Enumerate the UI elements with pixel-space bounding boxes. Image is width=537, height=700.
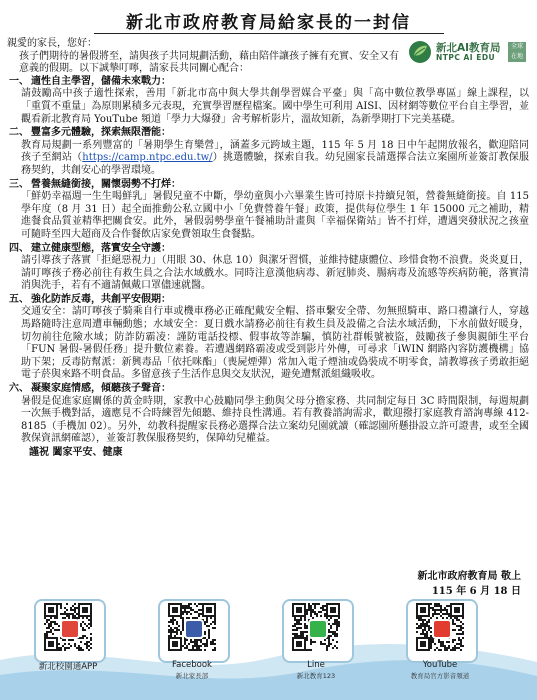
qr-sublabel: 新北家長部 (175, 672, 209, 680)
app-icon (60, 619, 80, 639)
qr-facebook[interactable] (154, 597, 230, 683)
intro (7, 38, 529, 76)
section-heading: 一、 適性自主學習，儲備未來戰力： (9, 75, 171, 87)
youtube-icon (432, 619, 452, 639)
letter-body (7, 38, 529, 461)
qr-school-app[interactable] (30, 597, 106, 683)
closing-wish: 謹祝 闔家平安、健康 (29, 447, 123, 458)
signature-org: 新北市政府教育局 敬上 (417, 571, 521, 582)
section-heading: 二、 豐富多元體驗，探索無限潛能： (9, 127, 171, 139)
qr-label: Line (307, 660, 325, 670)
logo-name: 新北AI教育局 (436, 42, 501, 54)
camp-link[interactable]: https://camp.ntpc.edu.tw/ (82, 152, 213, 164)
qr-sublabel: 教育局官方影音頻道 (410, 672, 470, 680)
logo-badge: 全球 在地 (508, 42, 526, 62)
qr-label: 新北校園通APP (38, 662, 98, 672)
section-1 (7, 76, 529, 126)
section-heading: 五、 強化防詐反毒，共創平安假期： (9, 293, 171, 305)
section-body: 交通安全：請叮嚀孩子騎乘自行車或機車務必正確配戴安全帽、搭車繫安全帶、勿無照騎車、路口禮讓行人，穿越馬路隨時注意周遭車輛動態；水域安全：夏日戲水請務必前往有救生員及設備之合法水域活動，下水前做好暖身，切勿前往危險水域；防詐防霸凌：謹防電話投標、假事故等詐騙，慎防社群帳號被盜，鼓勵孩子參與親師生平台「FUN 暑假-暑假任務」提升數位素養。若遭遇網路霸凌或受到影片外傳，可尋求「iWIN 網路內容防護機構」協助下架；反毒防幫派：新興毒品「依托咪酯」（喪屍煙彈）常加入電子煙油或偽裝成不明零食，請教導孩子勇敢拒絕電子菸與來路不明食品。多留意孩子生活作息與交友狀況，避免遭幫派組織吸收。 (21, 306, 529, 381)
section-4 (7, 243, 529, 293)
qr-label: YouTube (422, 660, 458, 670)
section-2 (7, 127, 529, 177)
qr-code-row (30, 597, 510, 697)
section-body: 請引導孩子落實「拒絕惡視力」（用眼 30、休息 10）與潔牙習慣，並維持健康體位、珍惜食物不浪費。炎炎夏日，請叮嚀孩子務必前往有救生員之合法水域戲水。同時注意漢他病毒、新冠肺炎、腸病毒及流感等疾病防範，落實清消與洗手，若有不適請佩戴口罩儘速就醫。 (21, 255, 529, 292)
page-title: 新北市政府教育局給家長的一封信 (126, 13, 411, 33)
line-icon (308, 619, 328, 639)
section-body: 請鼓勵高中孩子適性探索，善用「新北市高中與大學共創學習媒合平臺」與「高中數位教學專區」線上課程，以「重質不重量」為原則累積多元表現，充實學習歷程檔案。國中學生可利用 AISI、因材網等數位平台自主學習，並觀看新北教育局 YouTube 頻道「學力大爆發」舍考解析影片，溫故知新，為新學期打下完美基礎。 (21, 88, 529, 125)
greeting: 親愛的家長，您好： (7, 38, 97, 49)
section-6 (7, 383, 529, 460)
section-heading: 六、 凝聚家庭情感，傾聽孩子聲音： (9, 383, 171, 395)
qr-youtube[interactable] (402, 597, 478, 683)
qr-line[interactable] (278, 597, 354, 683)
qr-sublabel: 新北教育123 (296, 672, 336, 680)
section-body: 「鮮奶幸福週一生生喝鮮乳」暑假兒童不中斷，學幼童與小六畢業生皆可持原卡持續兒領，營養無縫銜接。自 115 學年度（8 月 31 日）起全面推動公私立國中小「免費營養午餐」政策，提供每位學生 1 年 15000 元之補助，精進餐食品質並精準把關食安。此外，暑假弱勢學童午餐補助計畫與「幸福保衛站」皆不打烊，遭遇突發狀況之孩童可隨時至四大超商及合作餐飲店家免費領取生食餐點。 (21, 191, 529, 240)
logo-subtitle: NTPC AI EDU (436, 53, 496, 62)
section-5 (7, 294, 529, 382)
signature-date: 115 年 6 月 18 日 (431, 586, 521, 597)
qr-label: Facebook (172, 660, 212, 670)
section-body: 暑假是促進家庭關係的黃金時期，家教中心鼓勵同學主動與父母分擔家務、共同制定每日 3C 時間限制，每週規劃一次無手機對話，適應見不合時練習先傾聽、維持良性溝通。若有教養諮詢需求，歡迎撥打家庭教育諮詢專線 412-8185（手機加 02）。另外，幼教科提醒家長務必選擇合法立案幼兒園就讀（確認園所懸掛設立許可證書，或至全國教保資訊網確認），並簽訂教保服務契約，保障幼兒權益。 (21, 395, 529, 445)
intro-text: 孩子們期待的暑假將至，請與孩子共同規劃活動，藉由陪伴讓孩子擁有充實、安全又有意義的假期。以下誠摯叮嚀，請家長共同關心配合： (19, 50, 399, 75)
section-heading: 四、 建立健康型態，落實安全守護： (9, 242, 171, 254)
facebook-icon (184, 619, 204, 639)
title-underline (94, 33, 444, 34)
section-body: 教育局規劃一系列豐富的「暑期學生育樂營」，涵蓋多元跨域主題，115 年 5 月 18 日中午起開放報名，歡迎陪同孩子至網站（https://camp.ntpc.edu.tw/）挑選體驗，探索自我。幼兒園家長請選擇合法立案園所並簽訂教保服務契約，共創安心的學習環境。 (21, 139, 530, 176)
section-heading: 三、 營養無縫銜接，關懷弱勢不打烊： (9, 178, 181, 190)
section-3 (7, 179, 529, 242)
